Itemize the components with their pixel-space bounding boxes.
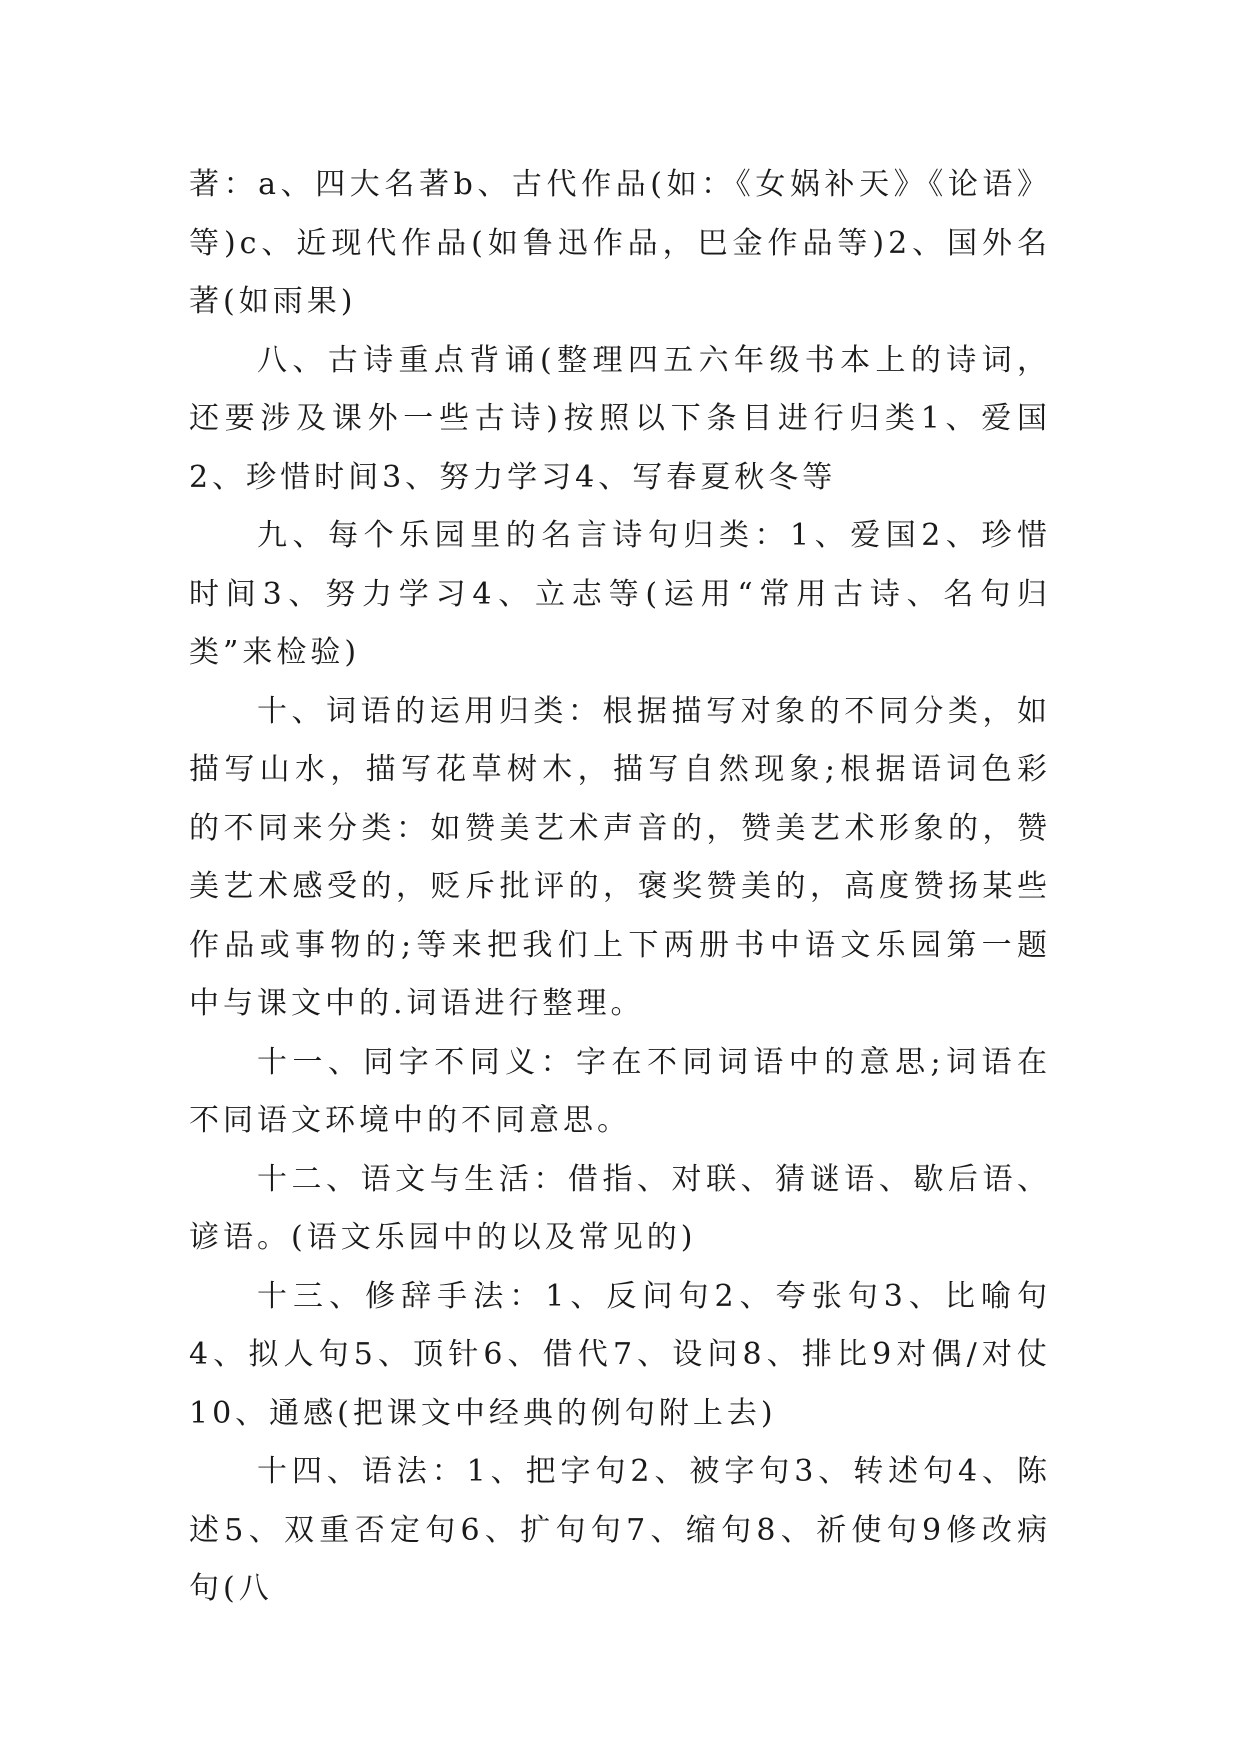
paragraph-word-usage: 十、词语的运用归类：根据描写对象的不同分类，如描写山水，描写花草树木，描写自然现象;根据语词色彩的不同来分类：如赞美艺术声音的，赞美艺术形象的，赞美艺术感受的，贬斥批评的，褒奖赞美的，高度赞扬某些作品或事物的;等来把我们上下两册书中语文乐园第一题中与课文中的.词语进行整理。 — [189, 693, 1051, 1021]
paragraph-grammar: 十四、语法：1、把字句2、被字句3、转述句4、陈述5、双重否定句6、扩句句7、缩句8、祈使句9修改病句(八 — [189, 1454, 1051, 1606]
paragraph-famous-quotes: 九、每个乐园里的名言诗句归类：1、爱国2、珍惜时间3、努力学习4、立志等(运用“常用古诗、名句归类”来检验) — [189, 518, 1051, 670]
paragraph-rhetoric: 十三、修辞手法：1、反问句2、夸张句3、比喻句4、拟人句5、顶针6、借代7、设问8、排比9对偶/对仗10、通感(把课文中经典的例句附上去) — [189, 1278, 1051, 1431]
paragraph-same-character: 十一、同字不同义：字在不同词语中的意思;词语在不同语文环境中的不同意思。 — [189, 1044, 1051, 1138]
paragraph-language-life: 十二、语文与生活：借指、对联、猜谜语、歇后语、谚语。(语文乐园中的以及常见的) — [189, 1161, 1051, 1255]
paragraph-masterpieces: 著：a、四大名著b、古代作品(如：《女娲补天》《论语》等)c、近现代作品(如鲁迅作品，巴金作品等)2、国外名著(如雨果) — [189, 167, 1051, 319]
paragraph-ancient-poems: 八、古诗重点背诵(整理四五六年级书本上的诗词，还要涉及课外一些古诗)按照以下条目进行归类1、爱国2、珍惜时间3、努力学习4、写春夏秋冬等 — [189, 342, 1051, 495]
document-body — [189, 156, 1051, 1619]
